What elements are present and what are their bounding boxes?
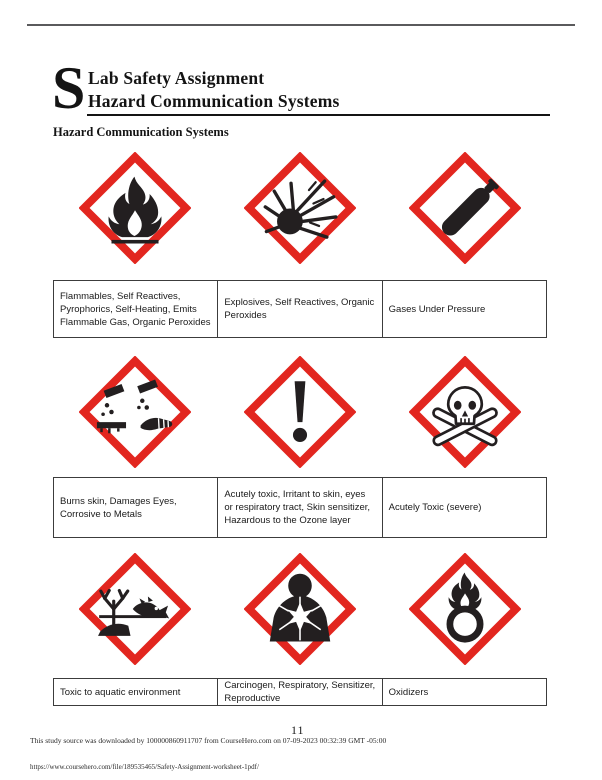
pictogram-irritant	[218, 356, 383, 468]
caption-text: Gases Under Pressure	[388, 303, 486, 315]
pictogram-corrosive	[53, 356, 218, 468]
gas-cylinder-icon	[409, 152, 521, 264]
caption-text: Toxic to aquatic environment	[60, 686, 181, 698]
caption-text: Carcinogen, Respiratory, Sensitizer, Reproductive	[224, 680, 376, 704]
corrosion-icon	[79, 356, 191, 468]
pictogram-acute-toxicity	[382, 356, 547, 468]
pictogram-flammable	[53, 152, 218, 264]
caption-text: Flammables, Self Reactives, Pyrophorics, Self-Heating, Emits Flammable Gas, Organic Peroxides	[60, 290, 211, 328]
pictogram-oxidizer	[382, 553, 547, 665]
aquatic-toxicity-icon	[79, 553, 191, 665]
caption-table-row-2	[53, 477, 547, 538]
pictogram-gas-under-pressure	[382, 152, 547, 264]
pictogram-row-1	[53, 152, 547, 264]
health-hazard-icon	[244, 553, 356, 665]
caption-explosive	[217, 281, 381, 337]
masthead-dropcap: S	[52, 55, 85, 121]
flame-over-circle-icon	[409, 553, 521, 665]
caption-oxidizer	[382, 679, 546, 705]
caption-table-row-3	[53, 678, 547, 706]
pictogram-row-3	[53, 553, 547, 665]
caption-table-row-1	[53, 280, 547, 338]
title-line-1: Lab Safety Assignment	[88, 68, 265, 88]
top-divider	[27, 24, 575, 26]
pictogram-row-2	[53, 356, 547, 468]
caption-text: Acutely Toxic (severe)	[388, 502, 482, 513]
caption-flammable	[54, 281, 217, 337]
masthead-underline	[87, 114, 550, 116]
flame-icon	[79, 152, 191, 264]
coursehero-source-url: https://www.coursehero.com/file/189535465/Safety-Assignment-worksheet-1pdf/	[30, 763, 259, 771]
pictogram-environment	[53, 553, 218, 665]
section-heading: Hazard Communication Systems	[53, 125, 229, 139]
caption-health-hazard	[217, 679, 381, 705]
caption-gas-under-pressure	[382, 281, 546, 337]
coursehero-download-notice: This study source was downloaded by 100000860911707 from CourseHero.com on 07-09-2023 00:32:39 GMT -05:00	[30, 736, 387, 745]
pictogram-health-hazard	[218, 553, 383, 665]
caption-environment	[54, 679, 217, 705]
caption-text: Explosives, Self Reactives, Organic Peroxides	[224, 297, 375, 321]
caption-acute-toxicity	[382, 478, 546, 537]
page-number: 11	[291, 723, 305, 737]
caption-corrosive	[54, 478, 217, 537]
caption-text: Oxidizers	[388, 686, 429, 698]
caption-text: Acutely toxic, Irritant to skin, eyes or respiratory tract, Skin sensitizer, Hazardous to the Ozone layer	[224, 489, 371, 526]
skull-crossbones-icon	[409, 356, 521, 468]
caption-irritant	[217, 478, 381, 537]
exclamation-mark-icon	[244, 356, 356, 468]
exploding-bomb-icon	[244, 152, 356, 264]
pictogram-explosive	[218, 152, 383, 264]
title-line-2: Hazard Communication Systems	[88, 90, 340, 111]
caption-text: Burns skin, Damages Eyes, Corrosive to Metals	[60, 495, 177, 520]
masthead-title	[88, 67, 550, 112]
